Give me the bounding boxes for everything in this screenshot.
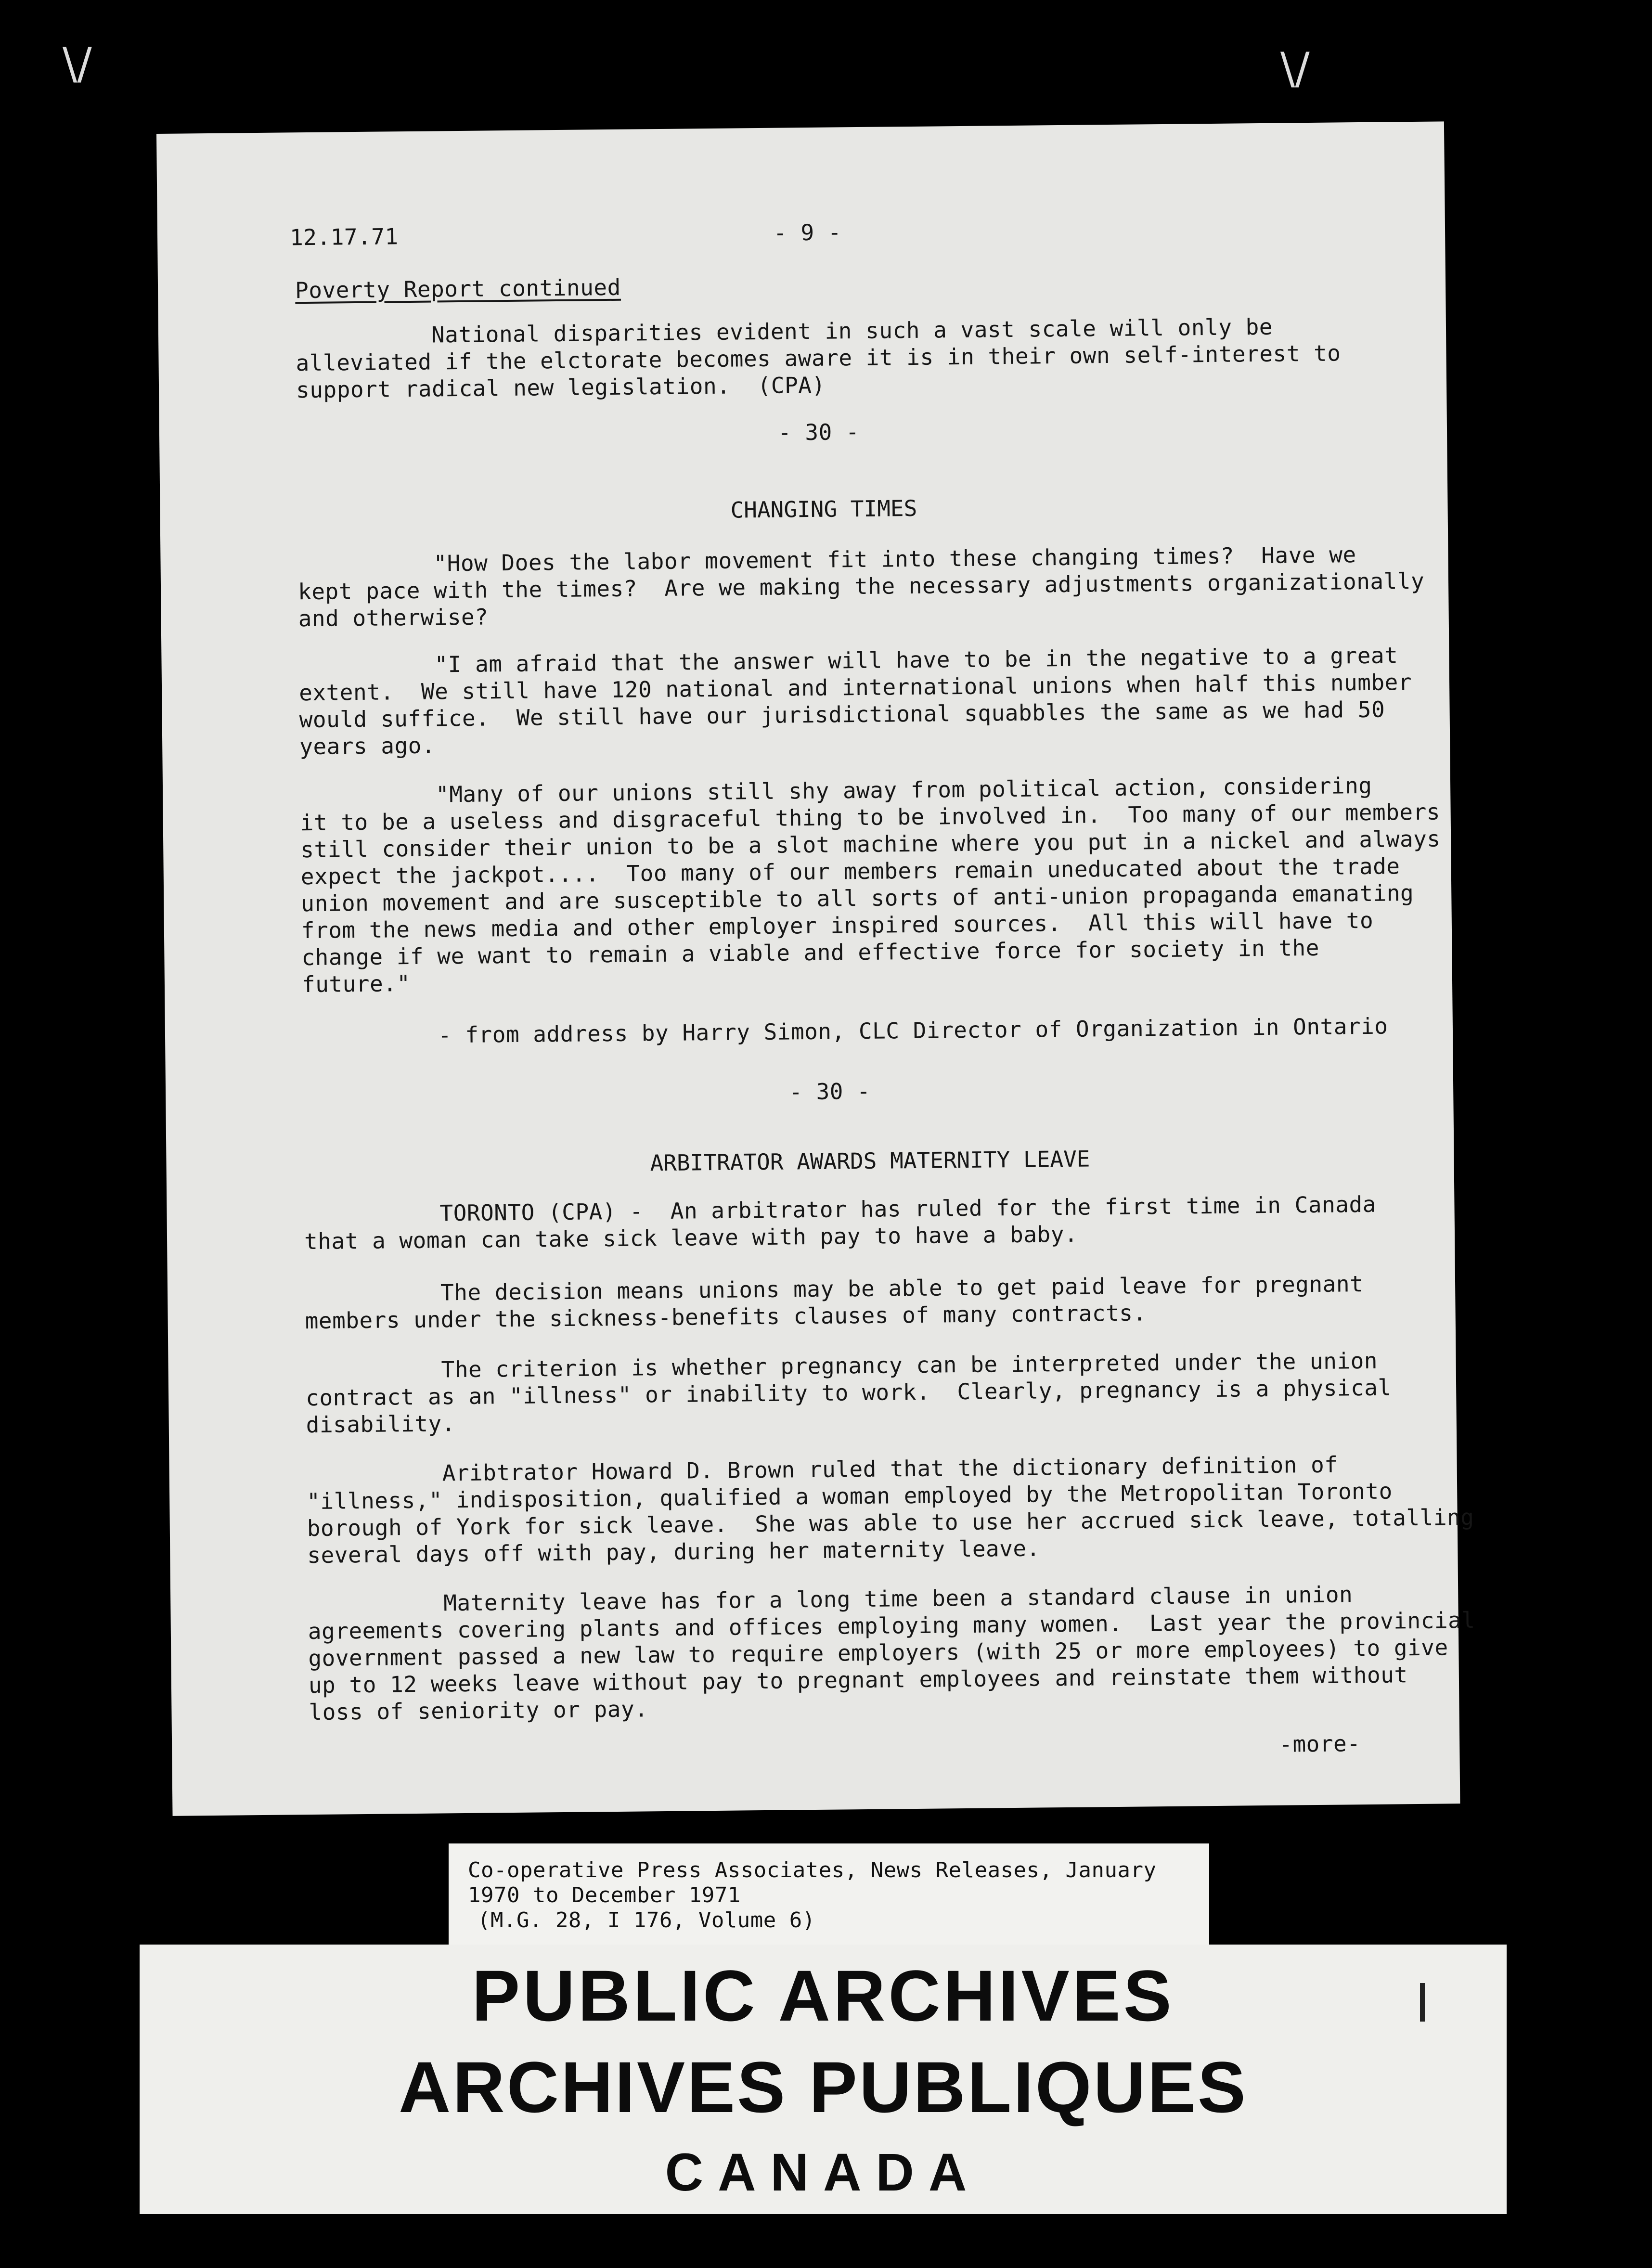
film-speck bbox=[1420, 1983, 1425, 2022]
text-line: loss of seniority or pay. bbox=[309, 1696, 648, 1726]
article-title: CHANGING TIMES bbox=[730, 495, 917, 523]
text-line: borough of York for sick leave. She was able to use her accrued sick leave, totalling bbox=[307, 1504, 1474, 1542]
text-line: alleviated if the elctorate becomes aware it is in their own self-interest to bbox=[296, 340, 1341, 376]
text-line: still consider their union to be a slot machine where you put in a nickel and always bbox=[300, 825, 1441, 863]
article-paragraph bbox=[305, 1347, 1413, 1438]
text-line: years ago. bbox=[299, 732, 436, 760]
article-paragraph bbox=[304, 1190, 1411, 1255]
text-line: would suffice. We still have our jurisdictional squabbles the same as we had 50 bbox=[299, 696, 1385, 733]
intro-paragraph bbox=[296, 312, 1404, 403]
text-line: it to be a useless and disgraceful thing to be involved in. Too many of our members bbox=[300, 799, 1441, 836]
slip-line: Co-operative Press Associates, News Releases, January bbox=[468, 1858, 1157, 1882]
text-line: "Many of our unions still shy away from political action, considering bbox=[299, 772, 1372, 809]
text-line: contract as an "illness" or inability to work. Clearly, pregnancy is a physical bbox=[305, 1374, 1392, 1411]
text-line: agreements covering plants and offices employing many women. Last year the provincial bbox=[308, 1607, 1475, 1645]
text-line: union movement and are susceptible to all sorts of anti-union propaganda emanating bbox=[301, 879, 1414, 917]
text-line: several days off with pay, during her maternity leave. bbox=[307, 1535, 1041, 1569]
banner-line: ARCHIVES PUBLIQUES bbox=[399, 2047, 1248, 2127]
text-line: Maternity leave has for a long time been a standard clause in union bbox=[308, 1581, 1353, 1618]
article-title: ARBITRATOR AWARDS MATERNITY LEAVE bbox=[650, 1146, 1090, 1176]
document-page bbox=[156, 121, 1475, 1816]
text-line: "I am afraid that the answer will have to be in the negative to a great bbox=[298, 642, 1398, 679]
film-mark-right: \/ bbox=[1280, 43, 1310, 94]
text-line: disability. bbox=[306, 1410, 456, 1438]
text-line: "How Does the labor movement fit into these changing times? Have we bbox=[297, 541, 1356, 578]
text-line: The decision means unions may be able to get paid leave for pregnant bbox=[304, 1271, 1364, 1307]
text-line: that a woman can take sick leave with pay to have a baby. bbox=[304, 1221, 1078, 1255]
section-heading: Poverty Report continued bbox=[295, 274, 621, 304]
article-paragraph bbox=[299, 772, 1441, 998]
text-line: The criterion is whether pregnancy can be interpreted under the union bbox=[305, 1347, 1378, 1384]
separator: - 30 - bbox=[777, 419, 860, 446]
text-line: and otherwise? bbox=[298, 604, 489, 632]
text-line: government passed a new law to require employers (with 25 or more employees) to give bbox=[308, 1634, 1448, 1672]
text-line: expect the jackpot.... Too many of our members remain uneducated about the trade bbox=[300, 853, 1400, 890]
article-paragraph bbox=[297, 541, 1425, 632]
document-date: 12.17.71 bbox=[289, 223, 399, 251]
separator: - 30 - bbox=[788, 1078, 871, 1105]
banner-line: CANADA bbox=[665, 2143, 981, 2202]
page-number: - 9 - bbox=[773, 219, 842, 246]
text-line: TORONTO (CPA) - An arbitrator has ruled for the first time in Canada bbox=[304, 1191, 1377, 1228]
text-line: - from address by Harry Simon, CLC Director of Organization in Ontario bbox=[302, 1013, 1388, 1050]
text-line: National disparities evident in such a vast scale will only be bbox=[295, 313, 1273, 349]
text-line: extent. We still have 120 national and international unions when half this number bbox=[298, 669, 1412, 706]
text-line: future." bbox=[301, 970, 411, 998]
text-line: support radical new legislation. (CPA) bbox=[296, 372, 826, 403]
slip-line: 1970 to December 1971 bbox=[468, 1883, 741, 1907]
archives-banner bbox=[140, 1945, 1507, 2214]
text-line: "illness," indisposition, qualified a woman employed by the Metropolitan Toronto bbox=[307, 1478, 1393, 1515]
film-mark-left: \/ bbox=[63, 39, 92, 89]
text-line: up to 12 weeks leave without pay to pregnant employees and reinstate them without bbox=[308, 1662, 1408, 1699]
archive-label-slip bbox=[449, 1843, 1209, 1954]
more-marker: -more- bbox=[1278, 1730, 1361, 1757]
article-paragraph bbox=[308, 1580, 1475, 1726]
article-paragraph bbox=[305, 1270, 1412, 1334]
article-paragraph bbox=[306, 1450, 1474, 1569]
article-paragraph bbox=[298, 642, 1412, 760]
text-line: from the news media and other employer inspired sources. All this will have to bbox=[301, 907, 1374, 944]
text-line: change if we want to remain a viable and effective force for society in the bbox=[301, 934, 1320, 971]
banner-line: PUBLIC ARCHIVES bbox=[472, 1955, 1174, 2036]
text-line: Aribtrator Howard D. Brown ruled that the dictionary definition of bbox=[306, 1451, 1338, 1488]
text-line: kept pace with the times? Are we making the necessary adjustments organizationally bbox=[297, 567, 1425, 605]
text-line: members under the sickness-benefits clauses of many contracts. bbox=[305, 1300, 1147, 1334]
slip-line: (M.G. 28, I 176, Volume 6) bbox=[478, 1908, 815, 1933]
attribution bbox=[302, 1012, 1409, 1050]
